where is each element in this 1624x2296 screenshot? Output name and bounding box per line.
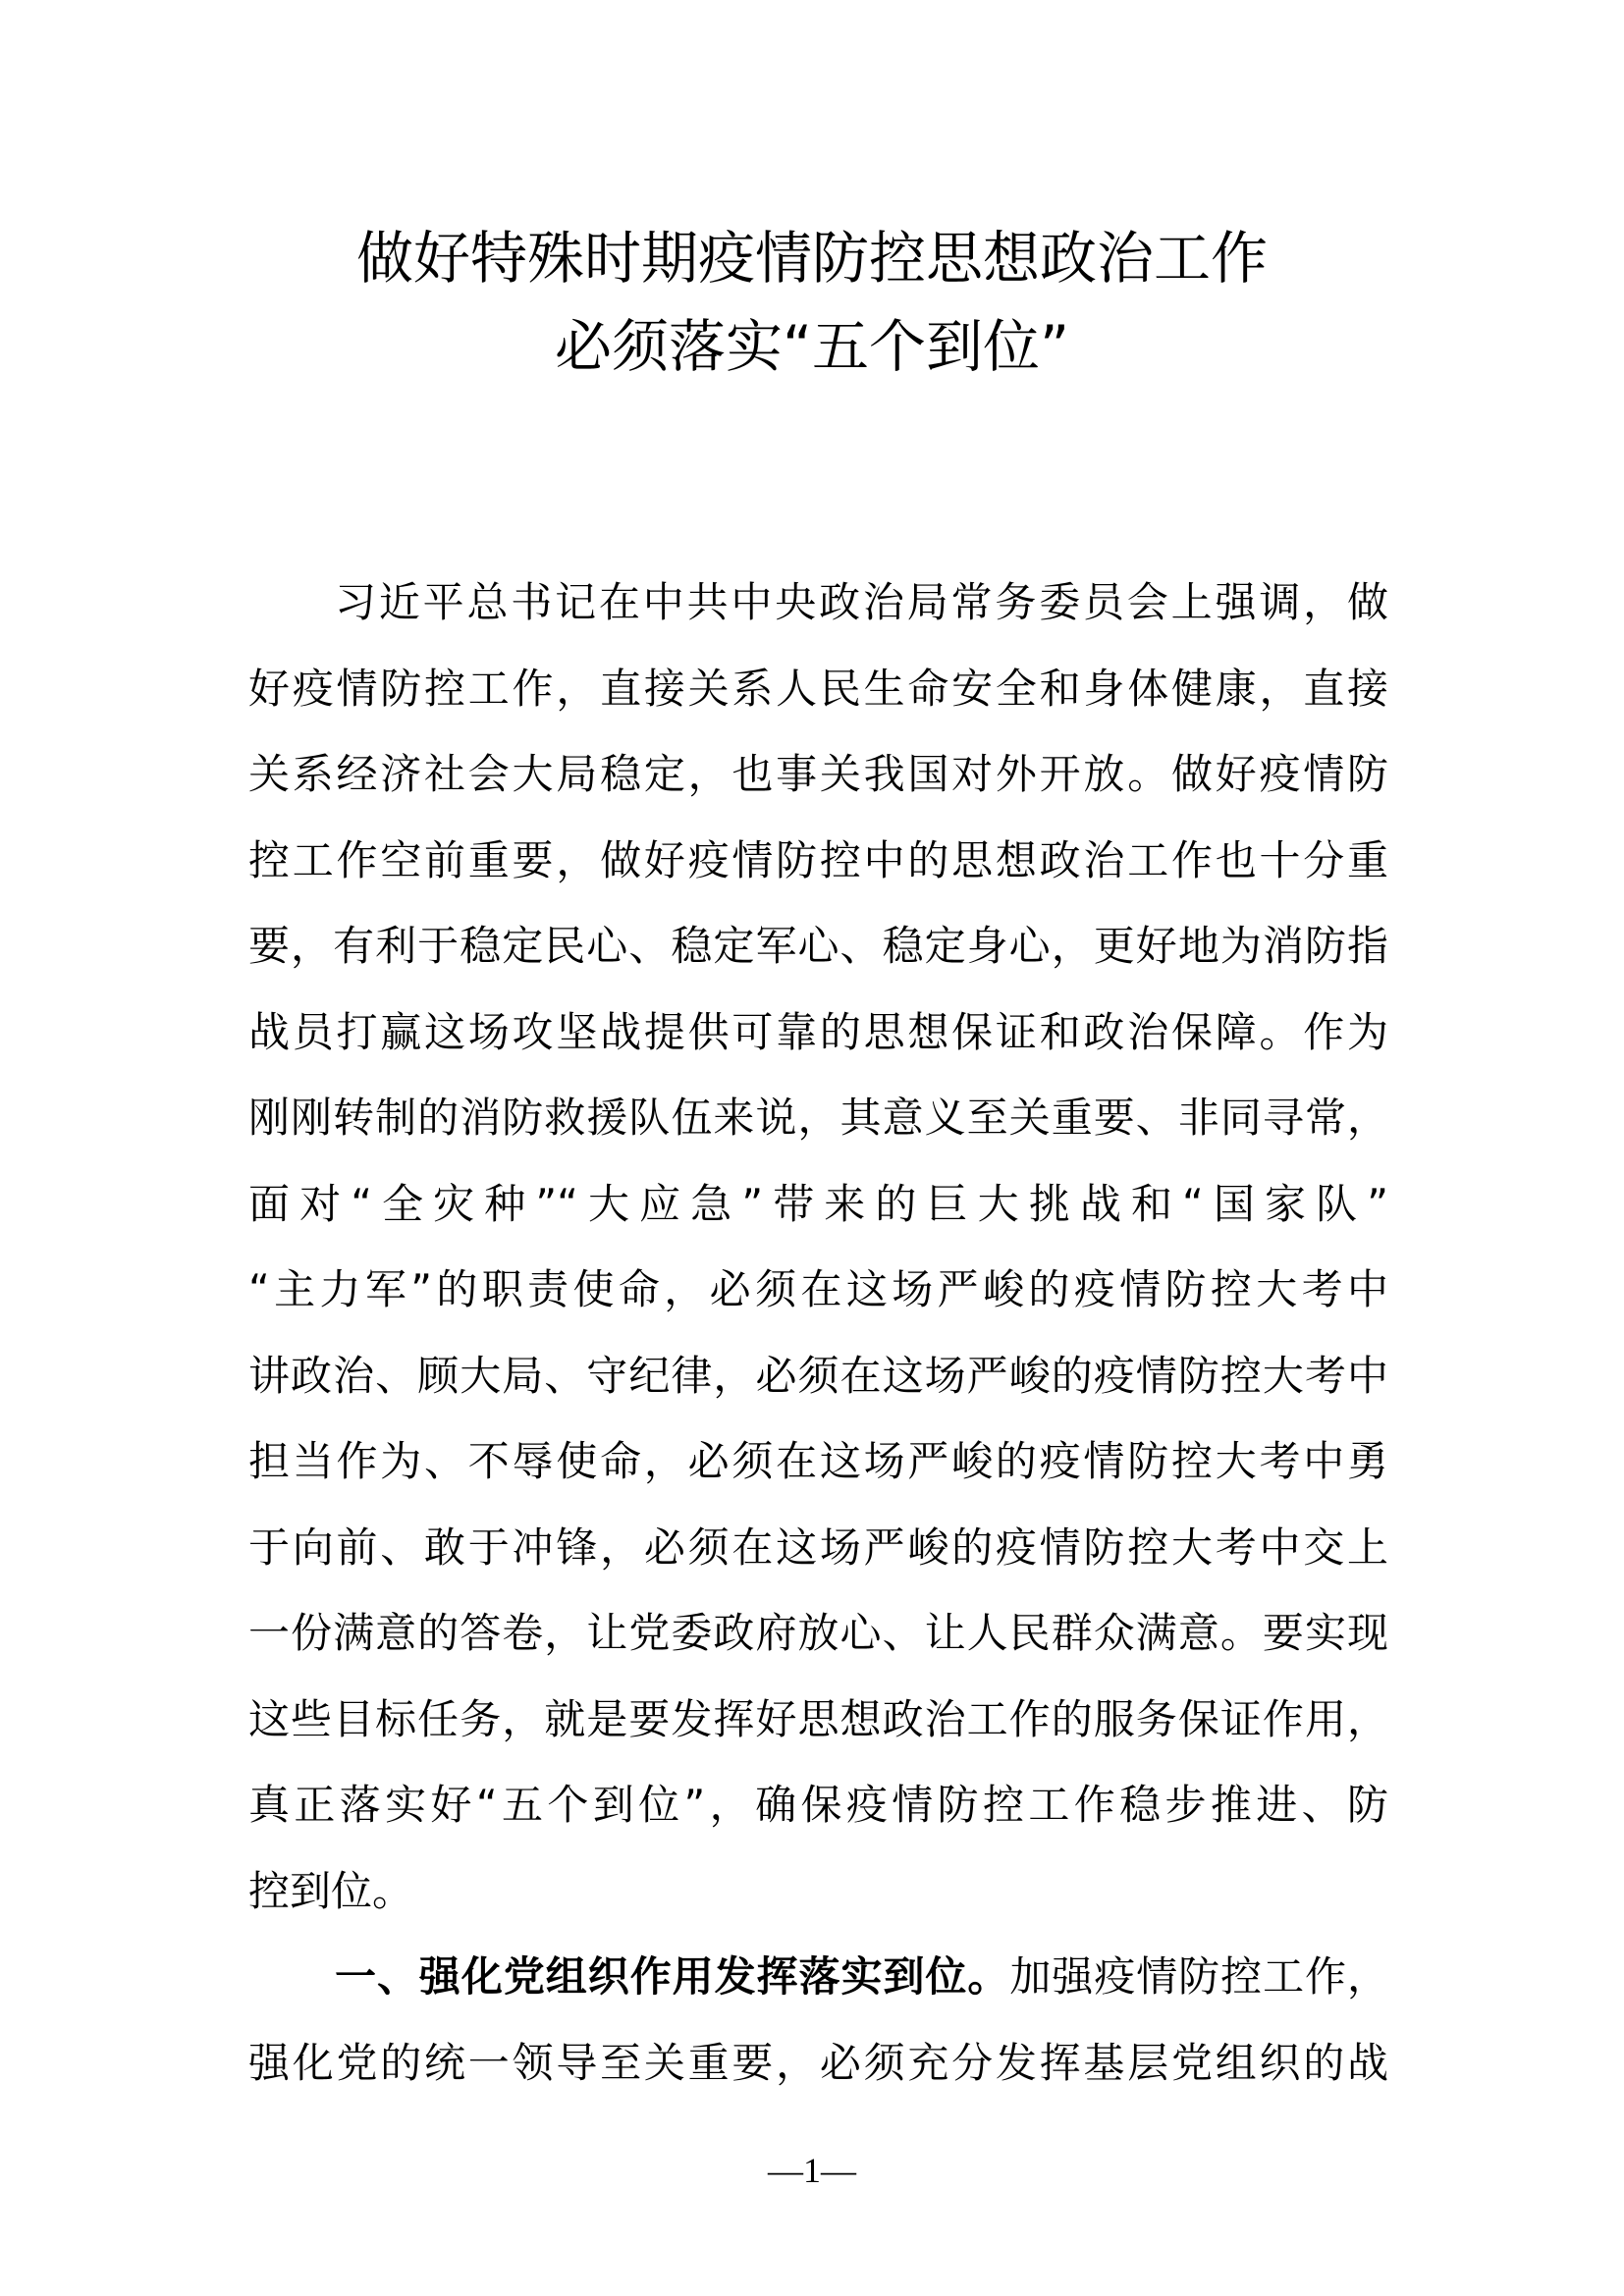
paragraph-line: 讲政治、顾大局、守纪律，必须在这场严峻的疫情防控大考中: [248, 1351, 1388, 1400]
page-number: —1—: [768, 2151, 856, 2190]
paragraph-line: 战员打赢这场攻坚战提供可靠的思想保证和政治保障。作为: [248, 1007, 1388, 1056]
section-heading-line: [248, 1934, 1388, 2020]
paragraph-line: 好疫情防控工作，直接关系人民生命安全和身体健康，直接: [248, 664, 1388, 713]
paragraph-line: 刚刚转制的消防救援队伍来说，其意义至关重要、非同寻常，: [248, 1094, 1388, 1142]
paragraph-line: 这些目标任务，就是要发挥好思想政治工作的服务保证作用，: [248, 1694, 1388, 1743]
document-body: [248, 560, 1388, 2106]
paragraph-line: 真正落实好“五个到位”，确保疫情防控工作稳步推进、防: [248, 1781, 1388, 1829]
document-title-line1: 做好特殊时期疫情防控思想政治工作: [355, 225, 1268, 292]
paragraph-line: 于向前、敢于冲锋，必须在这场严峻的疫情防控大考中交上: [248, 1522, 1388, 1572]
paragraph-line: 面对“全灾种”“大应急”带来的巨大挑战和“国家队”: [248, 1179, 1388, 1228]
section-text: 加强疫情防控工作，: [1009, 1952, 1388, 2001]
paragraph-line: 要，有利于稳定民心、稳定军心、稳定身心，更好地为消防指: [248, 922, 1388, 970]
paragraph-line: 控到位。: [248, 1866, 414, 1915]
paragraph-line: 习近平总书记在中共中央政治局常务委员会上强调，做: [335, 578, 1388, 626]
paragraph-line: 控工作空前重要，做好疫情防控中的思想政治工作也十分重: [248, 835, 1388, 884]
paragraph-line: 担当作为、不辱使命，必须在这场严峻的疫情防控大考中勇: [248, 1437, 1388, 1485]
paragraph-line: 关系经济社会大局稳定，也事关我国对外开放。做好疫情防: [248, 750, 1388, 798]
section-heading: 一、强化党组织作用发挥落实到位。: [335, 1952, 1010, 2001]
paragraph-line: 一份满意的答卷，让党委政府放心、让人民群众满意。要实现: [248, 1609, 1388, 1657]
paragraph-line: 强化党的统一领导至关重要，必须充分发挥基层党组织的战: [248, 2038, 1388, 2087]
paragraph-line: “主力军”的职责使命，必须在这场严峻的疫情防控大考中: [248, 1265, 1388, 1313]
document-title-line2: 必须落实“五个到位”: [554, 313, 1070, 380]
